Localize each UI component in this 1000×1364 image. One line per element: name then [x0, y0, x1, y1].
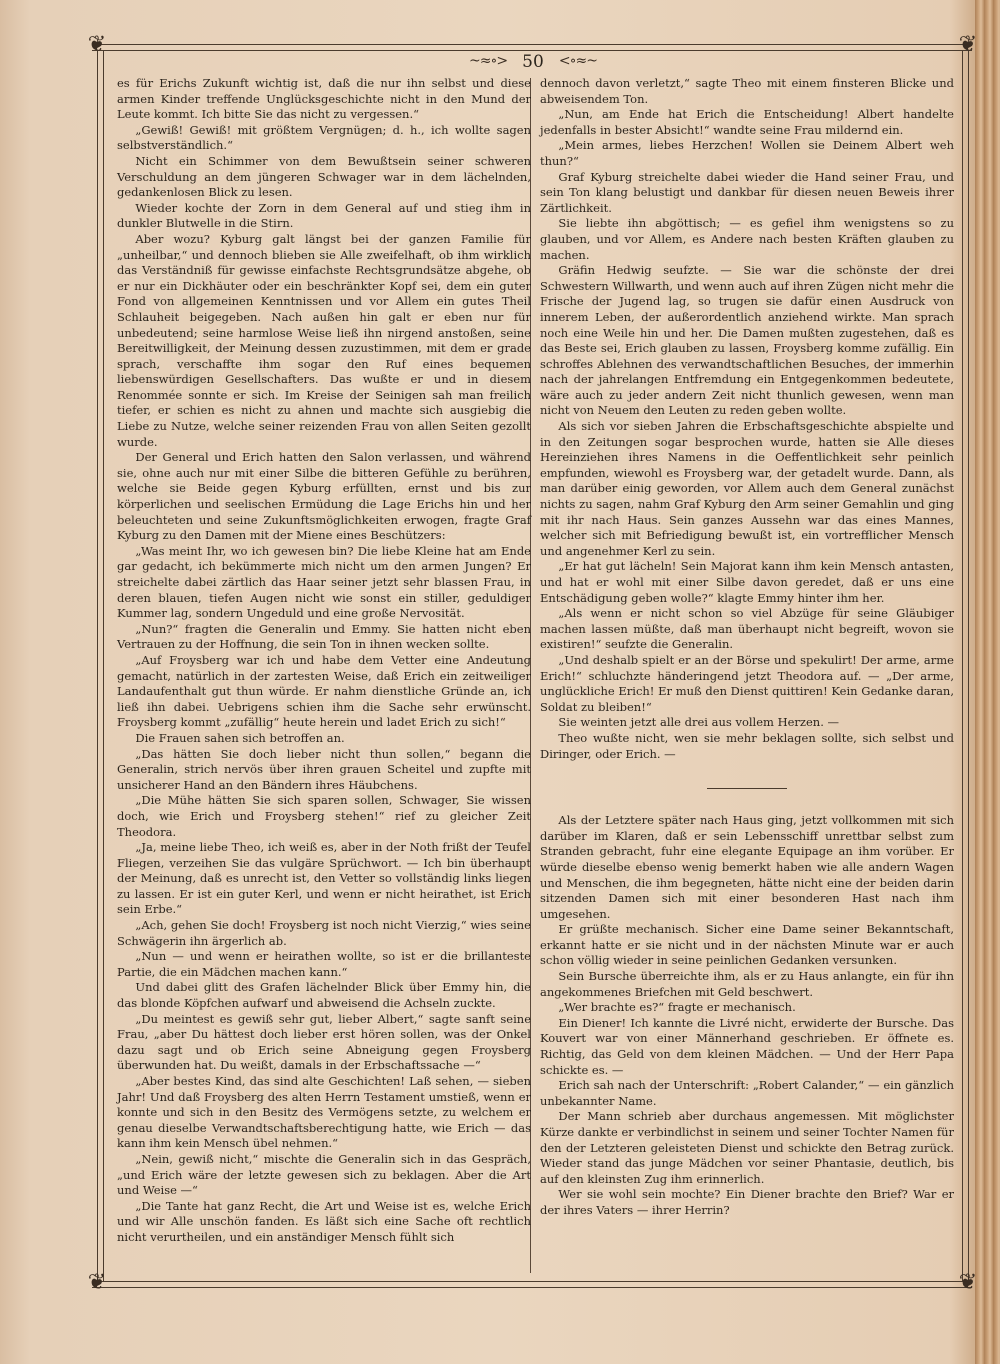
paragraph: „Ja, meine liebe Theo, ich weiß es, aber in der Noth frißt der Teufel Fliegen, verzeihen Sie das vulgäre Sprüchwort. — Ich bin überhaupt der Meinung, daß es unrecht ist, den Vetter so vollständig links liegen zu lassen. Er ist ein guter Kerl, und wenn er nicht heirathet, ist Erich sein Erbe.“	[117, 840, 531, 917]
paragraph: Wieder kochte der Zorn in dem General auf und stieg ihm in dunkler Blutwelle in die Stirn.	[117, 200, 531, 231]
paragraph: „Er hat gut lächeln! Sein Majorat kann ihm kein Mensch antasten, und hat er wohl mit einer Silbe davon geredet, daß er uns eine Entschädigung geben wolle?“ klagte Emmy hinter ihm her.	[540, 559, 954, 605]
paragraph: „Nun — und wenn er heirathen wollte, so ist er die brillanteste Partie, die ein Mädchen machen kann.“	[117, 949, 531, 979]
border-left-rule	[97, 50, 104, 1281]
paragraph: Gräfin Hedwig seufzte. — Sie war die schönste der drei Schwestern Willwarth, und wenn auch auf ihren Zügen nicht mehr die Frische der Jugend lag, so trugen sie dafür einen Ausdruck von innerem Leben, der außerordentlich anziehend wirkte. Man sprach noch eine Weile hin und her. Die Damen mußten zugestehen, daß es das Beste sei, Erich glauben zu lassen, Froysberg komme zufällig. Ein schroffes Ablehnen des verwandtschaftlichen Besuches, der immerhin nach der jahrelangen Entfremdung ein Entgegenkommen bedeutete, wäre auch zu jeder andern Zeit nicht thunlich gewesen, wenn man nicht von Neuem den Leuten zu reden geben wollte.	[540, 263, 954, 418]
paragraph: „Nein, gewiß nicht,“ mischte die Generalin sich in das Gespräch, „und Erich wäre der letzte gewesen sich zu beklagen. Aber die Art und Weise —“	[117, 1151, 531, 1198]
border-right-rule	[962, 50, 969, 1281]
paragraph: „Du meintest es gewiß sehr gut, lieber Albert,“ sagte sanft seine Frau, „aber Du hättest doch lieber erst hören sollen, was der Onkel dazu sagt und ob Erich seine Abneigung gegen Froysberg überwunden hat. Du weißt, damals in der Erbschaftssache —“	[117, 1011, 531, 1073]
paragraph: es für Erichs Zukunft wichtig ist, daß die nur ihn selbst und diese armen Kinder treffende Unglücksgeschichte nicht in den Mund der Leute kommt. Ich bitte Sie das nicht zu vergessen.“	[117, 76, 531, 122]
paragraph: „Die Mühe hätten Sie sich sparen sollen, Schwager, Sie wissen doch, wie Erich und Froysberg stehen!“ rief zu gleicher Zeit Theodora.	[117, 793, 531, 839]
paragraph: „Als wenn er nicht schon so viel Abzüge für seine Gläubiger machen lassen müßte, daß man überhaupt nicht begreift, wovon sie existiren!“ seufzte die Generalin.	[540, 606, 954, 652]
paragraph: „Gewiß! Gewiß! mit größtem Vergnügen; d. h., ich wollte sagen selbstverständlich.“	[117, 122, 531, 153]
header-ornament-right-icon: <∘≈~	[558, 53, 597, 69]
paragraph: „Wer brachte es?“ fragte er mechanisch.	[558, 1000, 796, 1015]
paragraph: „Nun, am Ende hat Erich die Entscheidung! Albert handelte jedenfalls in bester Absicht!“ wandte seine Frau mildernd ein.	[540, 107, 954, 137]
border-bottom-rule	[92, 1281, 972, 1288]
paragraph: Wer sie wohl sein mochte? Ein Diener brachte den Brief? War er der ihres Vaters — ihrer Herrin?	[540, 1187, 954, 1217]
paragraph: „Ach, gehen Sie doch! Froysberg ist noch nicht Vierzig,“ wies seine Schwägerin ihn ärgerlich ab.	[117, 918, 531, 948]
paragraph: „Was meint Ihr, wo ich gewesen bin? Die liebe Kleine hat am Ende gar gedacht, ich bekümmerte mich nicht um den armen Jungen? Er streichelte dabei zärtlich das Haar seiner jetzt sehr blassen Frau, in deren blauen, tiefen Augen nicht wie sonst ein stiller, geduldiger Kummer lag, sondern Ungeduld und eine große Nervosität.	[117, 543, 531, 621]
paragraph: Die Frauen sahen sich betroffen an.	[135, 730, 345, 745]
text-column-right	[540, 76, 954, 1219]
paragraph: Als sich vor sieben Jahren die Erbschaftsgeschichte abspielte und in den Zeitungen sogar besprochen wurde, hatten sie Alle dieses Hereinziehen ihres Namens in die Oeffentlichkeit sehr peinlich empfunden, wiewohl es Froysberg war, der getadelt wurde. Dann, als man darüber einig geworden, vor Allem auch dem General zunächst nichts zu sagen, nahm Graf Kyburg den Arm seiner Gemahlin und ging mit ihr nach Haus. Sein ganzes Aussehn war das eines Mannes, welcher sich mit Befriedigung bewußt ist, ein vortrefflicher Mensch und angenehmer Kerl zu sein.	[540, 419, 954, 558]
paragraph: „Mein armes, liebes Herzchen! Wollen sie Deinem Albert weh thun?“	[540, 138, 954, 168]
paragraph: dennoch davon verletzt,“ sagte Theo mit einem finsteren Blicke und abweisendem Ton.	[540, 76, 954, 106]
paragraph: Sie liebte ihn abgöttisch; — es gefiel ihm wenigstens so zu glauben, und vor Allem, es Andere nach besten Kräften glauben zu machen.	[540, 216, 954, 262]
paragraph: Er grüßte mechanisch. Sicher eine Dame seiner Bekanntschaft, erkannt hatte er sie nicht und in der nächsten Minute war er auch schon völlig wieder in seine peinlichen Gedanken versunken.	[540, 922, 954, 968]
text-section-top	[540, 76, 954, 762]
header-ornament-left-icon: ~≈∘>	[469, 53, 508, 69]
paragraph: „Nun?“ fragten die Generalin und Emmy. Sie hatten nicht eben Vertrauen zu der Hoffnung, die sein Ton in ihnen wecken sollte.	[117, 621, 531, 652]
paragraph: Der Mann schrieb aber durchaus angemessen. Mit möglichster Kürze dankte er verbindlichst in seinem und seiner Tochter Namen für den der Letzteren geleisteten Dienst und schickte den Betrag zurück. Wieder stand das junge Mädchen vor seiner Phantasie, deutlich, bis auf den kleinsten Zug ihm erinnerlich.	[540, 1109, 954, 1186]
corner-ornament-icon: ❦	[958, 1270, 978, 1295]
text-column-left	[117, 76, 531, 1246]
paragraph: „Und deshalb spielt er an der Börse und spekulirt! Der arme, arme Erich!“ schluchzte händeringend jetzt Theodora auf. — „Der arme, unglückliche Erich! Er muß den Dienst quittiren! Kein Gedanke daran, Soldat zu bleiben!“	[540, 652, 954, 714]
paragraph: Aber wozu? Kyburg galt längst bei der ganzen Familie für „unheilbar,“ und dennoch blieben sie Alle zweifelhaft, ob ihm wirklich das Verständniß für gewisse einfachste Rechtsgrundsätze abgehe, ob er nur ein Dickhäuter oder ein beschränkter Kopf sei, dem ein guter Fond von allgemeinen Kenntnissen und vor Allem ein gutes Theil Schlauheit beigegeben. Nach außen hin galt er eben nur für unbedeutend; seine harmlose Weise ließ ihn nirgend anstoßen, seine Bereitwilligkeit, der Meinung dessen zuzustimmen, mit dem er grade sprach, verschaffte ihm sogar den Ruf eines bequemen liebenswürdigen Gesellschafters. Das wußte er und in diesem Renommée sonnte er sich. Im Kreise der Seinigen sah man freilich tiefer, er schien es nicht zu ahnen und machte sich ausgiebig die Liebe zu Nutze, welche seiner reizenden Frau von allen Seiten gezollt wurde.	[117, 231, 531, 449]
corner-ornament-icon: ❦	[87, 1270, 107, 1295]
paragraph: Theo wußte nicht, wen sie mehr beklagen sollte, sich selbst und Diringer, oder Erich. —	[540, 730, 954, 761]
page-number: 50	[522, 52, 544, 72]
paragraph: „Die Tante hat ganz Recht, die Art und Weise ist es, welche Erich und wir Alle unschön fanden. Es läßt sich eine Sache oft rechtlich nicht verurtheilen, und ein anständiger Mensch fühlt sich	[117, 1198, 531, 1244]
paragraph: „Auf Froysberg war ich und habe dem Vetter eine Andeutung gemacht, natürlich in der zartesten Weise, daß Erich ein zeitweiliger Landaufenthalt gut thun würde. Er nahm dienstliche Gründe an, ich ließ ihn dabei. Uebrigens schien ihm die Sache sehr erwünscht. Froysberg kommt „zufällig“ heute herein und ladet Erich zu sich!“	[117, 652, 531, 730]
paragraph: Nicht ein Schimmer von dem Bewußtsein seiner schweren Verschuldung an dem jüngeren Schwager war in dem lächelnden, gedankenlosen Blick zu lesen.	[117, 153, 531, 200]
paragraph: „Aber bestes Kind, das sind alte Geschichten! Laß sehen, — sieben Jahr! Und daß Froysberg des alten Herrn Testament umstieß, wenn er konnte und sich in den Besitz des Vermögens setzte, zu welchem er genau dieselbe Verwandtschaftsberechtigung hatte, wie Erich — das kann ihm kein Mensch übel nehmen.“	[117, 1074, 531, 1151]
paragraph: Als der Letztere später nach Haus ging, jetzt vollkommen mit sich darüber im Klaren, daß er sein Lebensschiff unrettbar selbst zum Stranden gebracht, fuhr eine elegante Equipage an ihm vorüber. Er würde dieselbe ebenso wenig bemerkt haben wie alle andern Wagen und Menschen, die ihm begegneten, hätte nicht eine der beiden darin sitzenden Damen sich mit einer besonderen Hast nach ihm umgesehen.	[540, 813, 954, 921]
corner-ornament-icon: ❦	[87, 32, 107, 57]
corner-ornament-icon: ❦	[958, 32, 978, 57]
section-divider	[707, 788, 787, 789]
paragraph: Der General und Erich hatten den Salon verlassen, und während sie, ohne auch nur mit einer Silbe die bitteren Gefühle zu berühren, welche sie Beide gegen Kyburg erfüllten, ernst und bis zur körperlichen und seelischen Ermüdung die Lage Erichs hin und her beleuchteten und seine Zukunftsmöglichkeiten erwogen, fragte Graf Kyburg zu den Damen mit der Miene eines Beschützers:	[117, 450, 531, 543]
paragraph: Erich sah nach der Unterschrift: „Robert Calander,“ — ein gänzlich unbekannter Name.	[540, 1078, 954, 1108]
paragraph: Graf Kyburg streichelte dabei wieder die Hand seiner Frau, und sein Ton klang belustigt und dankbar für diesen neuen Beweis ihrer Zärtlichkeit.	[540, 169, 954, 215]
paragraph: Sie weinten jetzt alle drei aus vollem Herzen. —	[558, 715, 840, 730]
text-section-bottom	[540, 813, 954, 1218]
paragraph: Und dabei glitt des Grafen lächelnder Blick über Emmy hin, die das blonde Köpfchen aufwarf und abweisend die Achseln zuckte.	[117, 980, 531, 1011]
book-spine-edge	[975, 0, 1000, 1364]
page-header	[98, 50, 968, 74]
paragraph: Ein Diener! Ich kannte die Livré nicht, erwiderte der Bursche. Das Kouvert war von einer Männerhand geschrieben. Er öffnete es. Richtig, das Geld von dem kleinen Mädchen. — Und der Herr Papa schickte es. —	[540, 1015, 954, 1077]
paragraph: „Das hätten Sie doch lieber nicht thun sollen,“ begann die Generalin, strich nervös über ihren grauen Scheitel und zupfte mit unsicherer Hand an den Bändern ihres Häubchens.	[117, 746, 531, 792]
paragraph: Sein Bursche überreichte ihm, als er zu Haus anlangte, ein für ihn angekommenes Briefchen mit Geld beschwert.	[540, 969, 954, 999]
